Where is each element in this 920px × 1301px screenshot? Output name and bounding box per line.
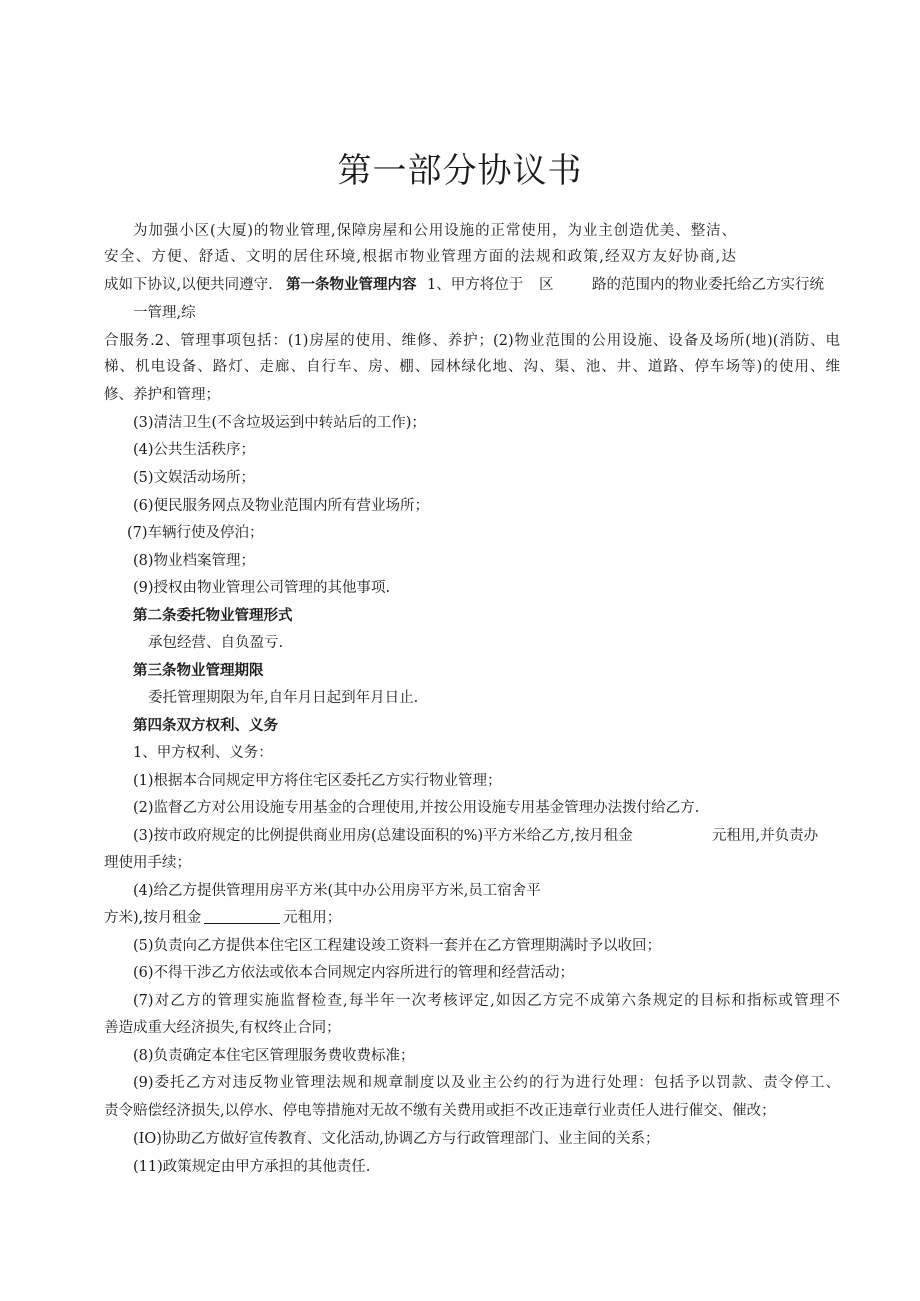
intro-line-6: 梯、机电设备、路灯、走廊、自行车、房、棚、园林绿化地、沟、渠、池、井、道路、停车场等)的使用、维 <box>104 359 840 375</box>
intro-line-1: 为加强小区(大厦)的物业管理,保障房屋和公用设施的正常使用，为业主创造优美、整洁、 <box>133 223 736 239</box>
article-4-subheading: 1、甲方权利、义务： <box>133 745 273 761</box>
list-item-text: 方米),按月租金 <box>104 910 202 926</box>
list-item-continued: 元租用,并负责办 <box>712 828 819 844</box>
list-item: (8)物业档案管理； <box>133 553 256 569</box>
list-item: (IO)协助乙方做好宣传教育、文化活动,协调乙方与行政管理部门、业主间的关系； <box>133 1131 660 1147</box>
fill-in-blank <box>204 909 280 924</box>
list-item: (6)不得干涉乙方依法或依本合同规定内容所进行的管理和经营活动； <box>133 965 575 981</box>
list-item: (4)公共生活秩序； <box>133 442 256 458</box>
list-item-continued <box>104 908 341 928</box>
list-item: (3)按市政府规定的比例提供商业用房(总建设面积的%)平方米给乙方,按月租金 <box>133 828 633 844</box>
article-3-heading: 第三条物业管理期限 <box>133 662 264 679</box>
intro-line-7: 修、养护和管理； <box>104 387 220 403</box>
intro-line-2: 安全、方便、舒适、文明的居住环境,根据市物业管理方面的法规和政策,经双方友好协商,达 <box>104 249 736 265</box>
article-2-heading: 第二条委托物业管理形式 <box>133 607 293 624</box>
page-title: 第一部分协议书 <box>337 151 583 191</box>
list-item: (11)政策规定由甲方承担的其他责任. <box>133 1159 371 1175</box>
list-item-text: 元租用； <box>283 910 342 926</box>
article-4-heading: 第四条双方权利、义务 <box>133 717 278 734</box>
article-1-heading: 第一条物业管理内容 <box>286 276 417 293</box>
list-item: (8)负责确定本住宅区管理服务费收费标准； <box>133 1048 415 1064</box>
list-item: (9)授权由物业管理公司管理的其他事项. <box>133 580 391 596</box>
intro-line-3c: 1、甲方将位于 <box>427 277 524 293</box>
intro-line-3a: 成如下协议,以便共同遵守. <box>104 277 273 293</box>
list-item-continued: 责令赔偿经济损失,以停水、停电等措施对无故不缴有关费用或拒不改正违章行业责任人进行催交、催改； <box>104 1103 776 1119</box>
list-item: (7)车辆行使及停泊； <box>127 525 264 541</box>
list-item: (5)文娱活动场所； <box>133 470 256 486</box>
intro-line-3d: 区 <box>539 277 554 293</box>
list-item: (2)监督乙方对公用设施专用基金的合理使用,并按公用设施专用基金管理办法拨付给乙方. <box>133 800 700 816</box>
intro-line-3e: 路的范围内的物业委托给乙方实行统 <box>592 277 824 293</box>
list-item-continued: 善造成重大经济损失,有权终止合同； <box>104 1020 341 1036</box>
list-item: (7)对乙方的管理实施监督检查,每半年一次考核评定,如因乙方完不成第六条规定的目标和指标或管理不 <box>133 993 840 1009</box>
list-item: (6)便民服务网点及物业范围内所有营业场所； <box>133 498 430 514</box>
intro-line-4: 一管理,综 <box>133 305 196 321</box>
intro-line-5: 合服务.2、管理事项包括：(1)房屋的使用、维修、养护；(2)物业范围的公用设施、设备及场所(地)(消防、电 <box>104 333 840 349</box>
list-item: (1)根据本合同规定甲方将住宅区委托乙方实行物业管理； <box>133 773 502 789</box>
list-item: (3)清洁卫生(不含垃圾运到中转站后的工作)； <box>133 415 426 431</box>
list-item: (4)给乙方提供管理用房平方米(其中办公用房平方米,员工宿舍平 <box>133 883 541 899</box>
article-2-body: 承包经营、自负盈亏. <box>148 635 284 651</box>
list-item: (5)负责向乙方提供本住宅区工程建设竣工资料一套并在乙方管理期满时予以收回； <box>133 938 662 954</box>
list-item: (9)委托乙方对违反物业管理法规和规章制度以及业主公约的行为进行处理：包括予以罚款、责令停工、 <box>133 1075 840 1091</box>
article-3-body: 委托管理期限为年,自年月日起到年月日止. <box>148 690 419 706</box>
list-item-continued: 理使用手续； <box>104 855 191 871</box>
